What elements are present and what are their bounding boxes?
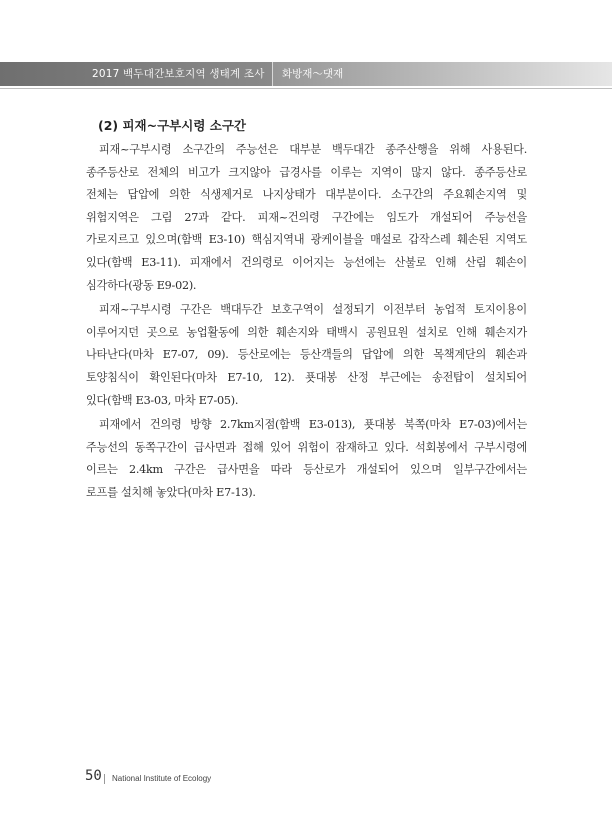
text-line: 위험지역은 그림 27과 같다. 피재~건의령 구간에는 임도가 개설되어 주능선을 [86,210,527,224]
body-text [86,139,527,507]
text-line: 있다(함백 E3-11). 피재에서 건의령로 이어지는 능선에는 산불로 인해 산림 훼손이 [86,255,527,269]
footer-organization: National Institute of Ecology [112,774,212,783]
text-line: 로프를 설치해 놓았다(마차 E7-13). [86,485,256,499]
text-line: 피재~구부시령 구간은 백대두간 보호구역이 설정되기 이전부터 농업적 토지이용이 [99,303,527,317]
running-header-title: 2017 백두대간보호지역 생태계 조사 [92,68,265,80]
text-line: 있다(함백 E3-03, 마차 E7-05). [86,393,239,407]
footer-divider [104,774,105,784]
page-number: 50 [85,768,102,784]
text-line: 종주등산로 전체의 비고가 크지않아 급경사를 이루는 지역이 많지 않다. 종주등산로 [86,165,527,179]
running-header-subtitle: 화방재～댓재 [282,68,344,80]
paragraph-2 [86,299,527,412]
text-line: 나타난다(마차 E7-07, 09). 등산로에는 등산객들의 답압에 의한 목책계단의 훼손과 [86,348,527,362]
text-line: 피재~구부시령 소구간의 주능선은 대부분 백두대간 종주산행을 위해 사용된다. [99,143,527,156]
section-heading: (2) 피재~구부시령 소구간 [98,118,246,133]
paragraph-3 [86,414,527,504]
text-line: 전체는 답압에 의한 식생제거로 나지상태가 대부분이다. 소구간의 주요훼손지역 및 [86,188,527,202]
text-line: 주능선의 동쪽구간이 급사면과 접해 있어 위험이 잠재하고 있다. 석회봉에서 구부시령에 [86,440,527,454]
text-line: 가로지르고 있으며(함백 E3-10) 핵심지역내 광케이블을 매설로 갑작스레 훼손된 지역도 [86,233,527,247]
paragraph-1 [86,139,527,297]
header-divider [0,88,612,89]
text-line: 피재에서 건의령 방향 2.7km지점(함백 E3-013), 푯대봉 북쪽(마차 E7-03)에서는 [99,418,527,432]
text-line: 이르는 2.4km 구간은 급사면을 따라 등산로가 개설되어 있으며 일부구간에서는 [86,463,527,477]
text-line: 이루어지던 곳으로 농업활동에 의한 훼손지와 태백시 공원묘원 설치로 인해 훼손지가 [86,325,527,339]
text-line: 심각하다(광동 E9-02). [86,278,197,292]
text-line: 토양침식이 확인된다(마차 E7-10, 12). 푯대봉 산정 부근에는 송전탑이 설치되어 [86,370,527,384]
